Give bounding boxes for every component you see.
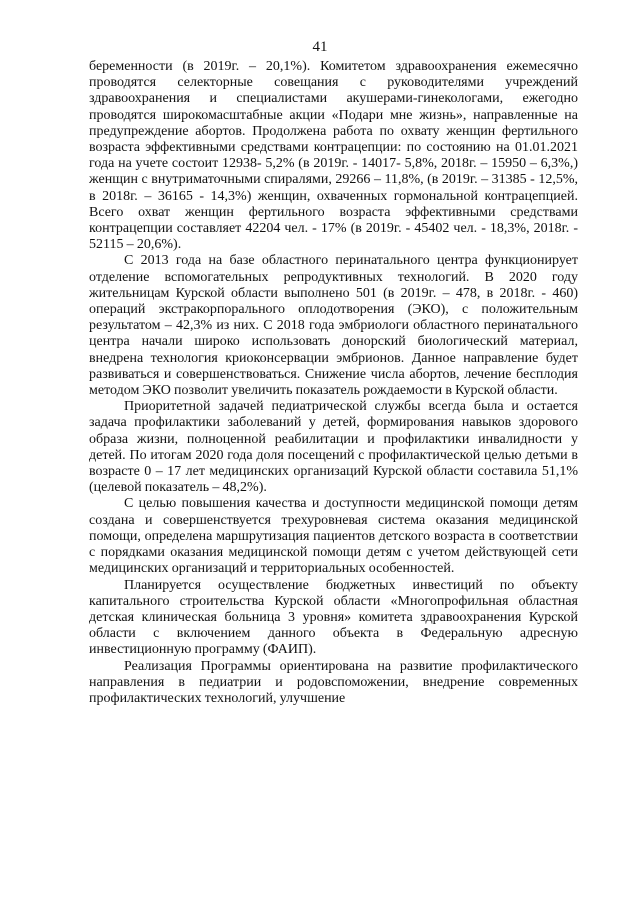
paragraph-program-implementation: Реализация Программы ориентирована на развитие профилактического направления в педиатрии и родовспоможении, внедрение современных профилактических технологий, улучшение: [89, 658, 578, 706]
paragraph-pediatric-priority: Приоритетной задачей педиатрической службы всегда была и остается задача профилактики заболеваний у детей, формирования навыков здорового образа жизни, полноценной реабилитации и профилактики инвалидности у детей. По итогам 2020 года доля посещений с профилактической целью детьми в возрасте 0 – 17 лет медицинских организаций Курской области составила 51,1% (целевой показатель – 48,2%).: [89, 399, 578, 496]
paragraph-eco: С 2013 года на базе областного перинатального центра функционирует отделение вспомогательных репродуктивных технологий. В 2020 году жительницам Курской области выполнено 501 (в 2019г. – 478, в 2018г. - 460) операций экстракорпорального оплодотворения (ЭКО), с положительным результатом – 42,3% из них. С 2018 года эмбриологи областного перинатального центра начали широко использовать донорский биологический материал, внедрена технология криоконсервации эмбрионов. Данное направление будет развиваться и совершенствоваться. Снижение числа абортов, лечение бесплодия методом ЭКО позволит увеличить показатель рождаемости в Курской области.: [89, 253, 578, 399]
page-number: 41: [312, 39, 328, 55]
paragraph-pregnancy-contraception: беременности (в 2019г. – 20,1%). Комитетом здравоохранения ежемесячно проводятся селекторные совещания с руководителями учреждений здравоохранения и специалистами акушерами-гинекологами, ежегодно проводятся широкомасштабные акции «Подари мне жизнь», направленные на предупреждение абортов. Продолжена работа по охвату женщин фертильного возраста эффективными средствами контрацепции: по состоянию на 01.01.2021 года на учете состоит 12938- 5,2% (в 2019г. - 14017- 5,8%, 2018г. – 15950 – 6,3%,) женщин с внутриматочными спиралями, 29266 – 11,8%, (в 2019г. – 31385 - 12,5%, в 2018г. – 36165 - 14,3%) женщин, охваченных гормональной контрацепцией. Всего охват женщин фертильного возраста эффективными средствами контрацепции составляет 42204 чел. - 17% (в 2019г. - 45402 чел. - 18,3%, 2018г. - 52115 – 20,6%).: [89, 59, 578, 253]
paragraph-three-level-system: С целью повышения качества и доступности медицинской помощи детям создана и совершенствуется трехуровневая система оказания медицинской помощи, определена маршрутизация пациентов детского возраста в соответствии с порядками оказания медицинской помощи детям с учетом действующей сети медицинских организаций и территориальных особенностей.: [89, 496, 578, 577]
paragraph-investment: Планируется осуществление бюджетных инвестиций по объекту капитального строительства Курской области «Многопрофильная областная детская клиническая больница 3 уровня» комитета здравоохранения Курской области с включением данного объекта в Федеральную адресную инвестиционную программу (ФАИП).: [89, 577, 578, 658]
body-text: [89, 59, 578, 707]
